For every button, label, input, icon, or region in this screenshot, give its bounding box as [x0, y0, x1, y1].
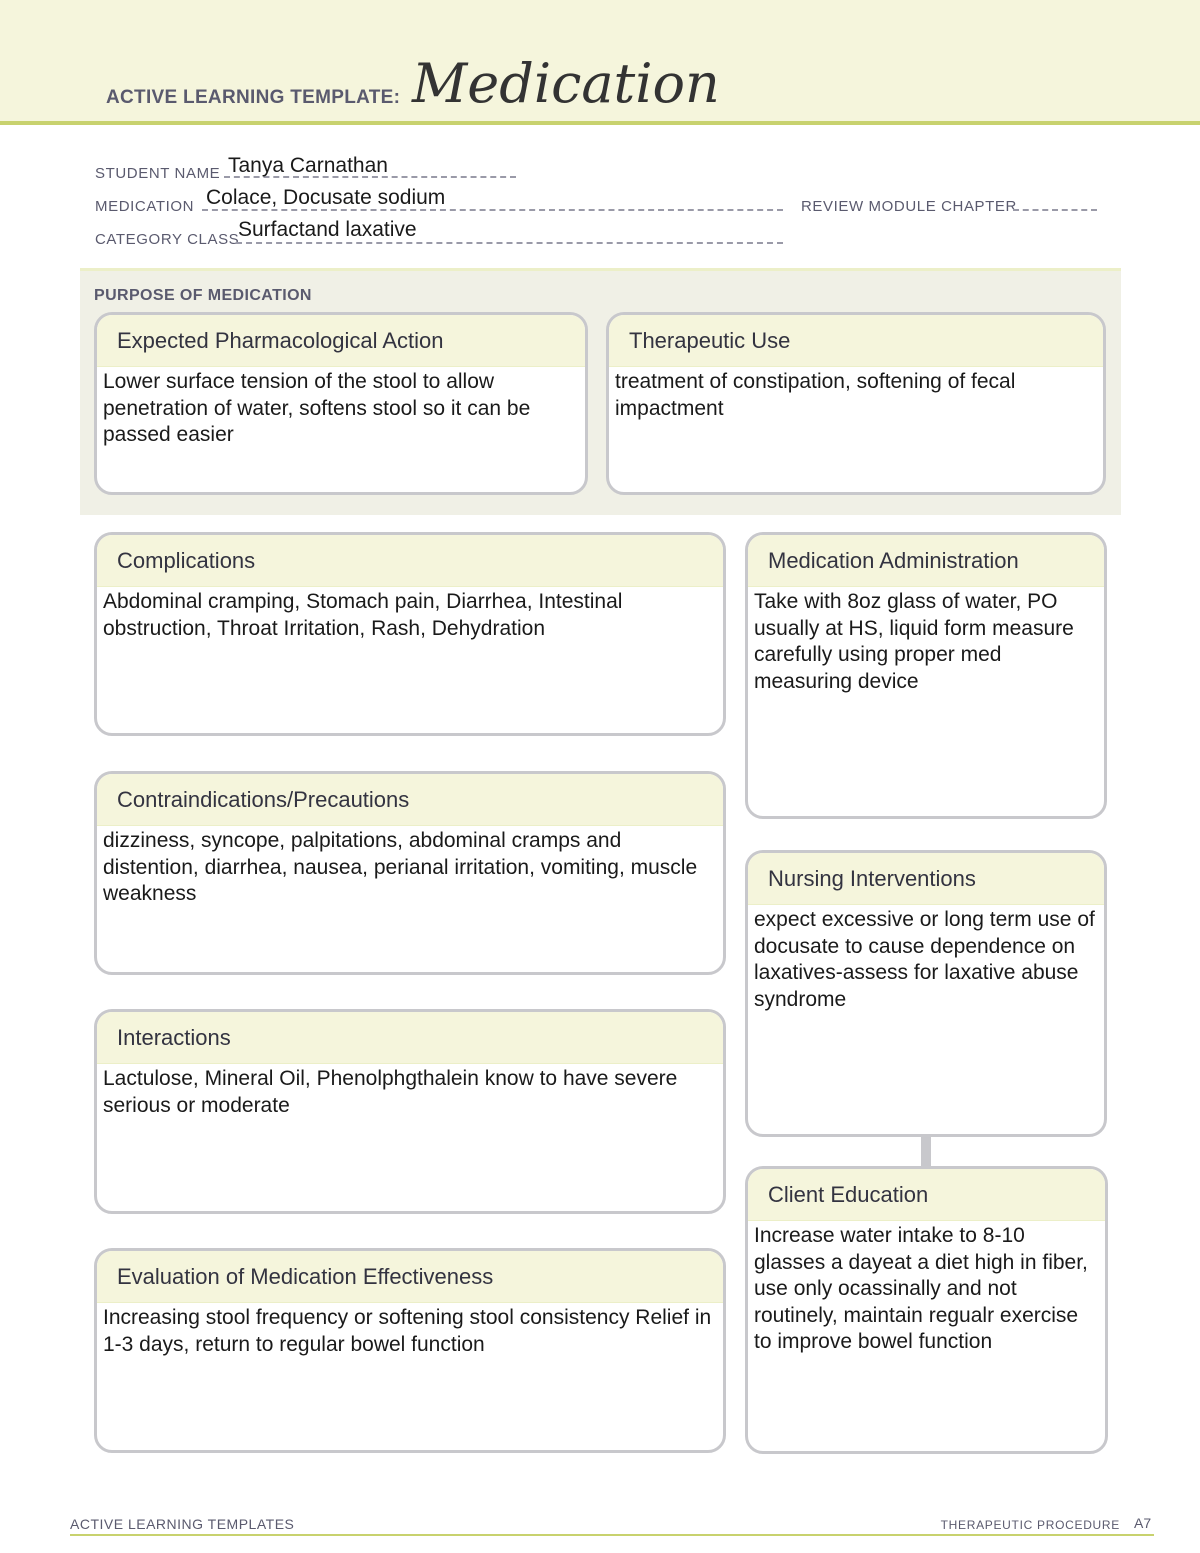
template-label: ACTIVE LEARNING TEMPLATE:: [106, 87, 401, 108]
footer-rule: [70, 1534, 1154, 1536]
expected-action-text[interactable]: Lower surface tension of the stool to allow penetration of water, softens stool so it can be passed easier: [103, 370, 531, 446]
evaluation-text[interactable]: Increasing stool frequency or softening stool consistency Relief in 1-3 days, return to regular bowel function: [103, 1306, 712, 1356]
category-class-field[interactable]: Surfactand laxative: [238, 218, 417, 241]
category-class-label: CATEGORY CLASS: [95, 231, 240, 248]
interactions-text[interactable]: Lactulose, Mineral Oil, Phenolphgthalein know to have severe serious or moderate: [103, 1067, 678, 1117]
expected-action-box: [94, 312, 588, 495]
footer-left: ACTIVE LEARNING TEMPLATES: [70, 1516, 295, 1532]
client-education-text[interactable]: Increase water intake to 8-10 glasses a dayeat a diet high in fiber, use only ocassinally and not routinely, maintain regualr exercise to improve bowel function: [754, 1224, 1088, 1353]
complications-text[interactable]: Abdominal cramping, Stomach pain, Diarrhea, Intestinal obstruction, Throat Irritation, Rash, Dehydration: [103, 590, 623, 640]
page-title: Medication: [412, 52, 720, 115]
nursing-text[interactable]: expect excessive or long term use of docusate to cause dependence on laxatives-assess for laxative abuse syndrome: [754, 908, 1095, 1011]
student-name-field[interactable]: Tanya Carnathan: [228, 154, 388, 177]
client-education-box: [745, 1166, 1108, 1454]
therapeutic-use-text[interactable]: treatment of constipation, softening of fecal impactment: [615, 370, 1016, 420]
complications-title: Complications: [97, 535, 723, 587]
therapeutic-use-box: [606, 312, 1106, 495]
administration-title: Medication Administration: [748, 535, 1104, 587]
review-module-line: [1013, 209, 1097, 211]
expected-action-title: Expected Pharmacological Action: [97, 315, 585, 367]
evaluation-box: [94, 1248, 726, 1453]
box-connector: [921, 1134, 931, 1166]
review-module-label: REVIEW MODULE CHAPTER: [801, 198, 1017, 215]
footer-right: THERAPEUTIC PROCEDURE: [940, 1518, 1120, 1532]
category-class-line: [236, 242, 783, 244]
page-number: A7: [1134, 1515, 1152, 1531]
evaluation-title: Evaluation of Medication Effectiveness: [97, 1251, 723, 1303]
client-education-title: Client Education: [748, 1169, 1105, 1221]
interactions-box: [94, 1009, 726, 1214]
therapeutic-use-title: Therapeutic Use: [609, 315, 1103, 367]
nursing-title: Nursing Interventions: [748, 853, 1104, 905]
contraindications-text[interactable]: dizziness, syncope, palpitations, abdominal cramps and distention, diarrhea, nausea, perianal irritation, vomiting, muscle weakness: [103, 829, 698, 905]
purpose-title: PURPOSE OF MEDICATION: [94, 287, 312, 304]
contraindications-box: [94, 771, 726, 975]
administration-text[interactable]: Take with 8oz glass of water, PO usually at HS, liquid form measure carefully using proper med measuring device: [754, 590, 1074, 693]
interactions-title: Interactions: [97, 1012, 723, 1064]
medication-field[interactable]: Colace, Docusate sodium: [206, 186, 446, 209]
student-name-label: STUDENT NAME: [95, 165, 221, 182]
contraindications-title: Contraindications/Precautions: [97, 774, 723, 826]
medication-label: MEDICATION: [95, 198, 195, 215]
complications-box: [94, 532, 726, 736]
administration-box: [745, 532, 1107, 819]
header-rule: [0, 121, 1200, 125]
nursing-box: [745, 850, 1107, 1137]
